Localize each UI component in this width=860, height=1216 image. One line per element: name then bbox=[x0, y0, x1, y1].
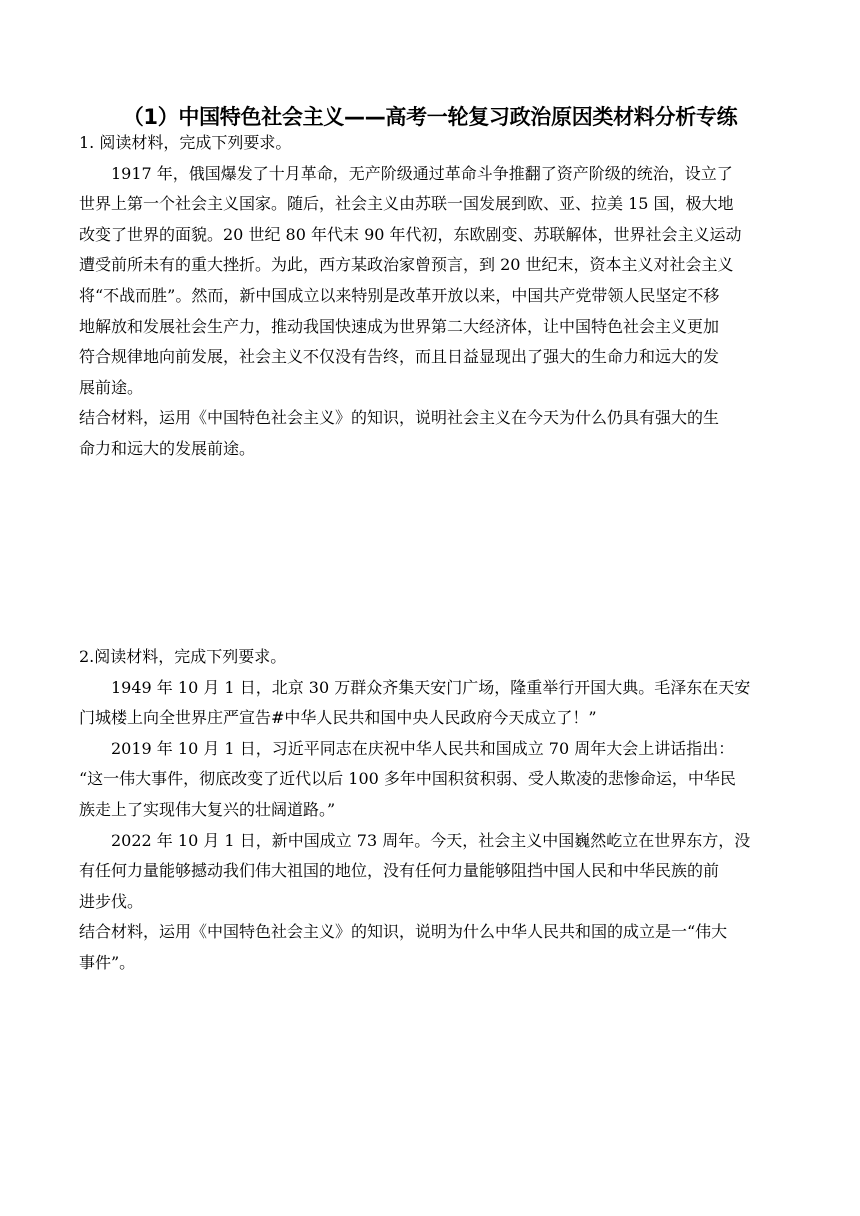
question-2-heading: 2.阅读材料，完成下列要求。 bbox=[79, 647, 287, 666]
material-line: 将“不战而胜”。然而，新中国成立以来特别是改革开放以来，中国共产党带领人民坚定不移 bbox=[79, 285, 720, 305]
material-paragraph bbox=[79, 734, 783, 826]
material-line: 世界上第一个社会主义国家。随后，社会主义由苏联一国发展到欧、亚、拉美 15 国，极大地 bbox=[79, 194, 734, 214]
question-1-heading: 1. 阅读材料，完成下列要求。 bbox=[79, 133, 292, 152]
material-line: 符合规律地向前发展，社会主义不仅没有告终，而且日益显现出了强大的生命力和远大的发 bbox=[79, 347, 720, 367]
question-2-material bbox=[79, 673, 783, 918]
material-line: 进步伐。 bbox=[79, 891, 144, 911]
prompt-line: 结合材料，运用《中国特色社会主义》的知识，说明社会主义在今天为什么仍具有强大的生 bbox=[79, 408, 720, 428]
material-line: 地解放和发展社会生产力，推动我国快速成为世界第二大经济体，让中国特色社会主义更加 bbox=[79, 316, 720, 336]
prompt-line: 结合材料，运用《中国特色社会主义》的知识，说明为什么中华人民共和国的成立是一“伟大 bbox=[79, 922, 728, 942]
prompt-line: 命力和远大的发展前途。 bbox=[79, 438, 256, 458]
material-line: 族走上了实现伟大复兴的壮阔道路。” bbox=[79, 799, 336, 819]
material-line: 遭受前所未有的重大挫折。为此，西方某政治家曾预言，到 20 世纪末，资本主义对社会主义 bbox=[79, 255, 734, 275]
prompt-line: 事件”。 bbox=[79, 952, 136, 972]
material-line: 改变了世界的面貌。20 世纪 80 年代末 90 年代初，东欧剧变、苏联解体，世界社会主义运动 bbox=[79, 224, 742, 244]
material-line: 2019 年 10 月 1 日，习近平同志在庆祝中华人民共和国成立 70 周年大会上讲话指出： bbox=[111, 738, 735, 758]
material-line: 有任何力量能够撼动我们伟大祖国的地位，没有任何力量能够阻挡中国人民和中华民族的前 bbox=[79, 861, 720, 881]
question-1-prompt bbox=[79, 403, 783, 464]
material-paragraph bbox=[79, 673, 783, 734]
material-line: 1949 年 10 月 1 日，北京 30 万群众齐集天安门广场，隆重举行开国大典。毛泽东在天安 bbox=[111, 677, 751, 697]
material-line: 展前途。 bbox=[79, 377, 144, 397]
page-title: （1）中国特色社会主义——高考一轮复习政治原因类材料分析专练 bbox=[122, 105, 738, 129]
material-paragraph bbox=[79, 826, 783, 918]
material-line: 1917 年，俄国爆发了十月革命，无产阶级通过革命斗争推翻了资产阶级的统治，设立了 bbox=[111, 163, 733, 183]
question-2-prompt bbox=[79, 917, 783, 978]
material-line: 门城楼上向全世界庄严宣告#中华人民共和国中央人民政府今天成立了！” bbox=[79, 708, 597, 728]
material-line: 2022 年 10 月 1 日，新中国成立 73 周年。今天，社会主义中国巍然屹立在世界东方，没 bbox=[111, 830, 751, 850]
question-1-material bbox=[79, 159, 783, 404]
material-line: “这一伟大事件，彻底改变了近代以后 100 多年中国积贫积弱、受人欺凌的悲惨命运，中华民 bbox=[79, 769, 736, 789]
question-2 bbox=[79, 642, 783, 979]
question-1 bbox=[79, 128, 783, 465]
